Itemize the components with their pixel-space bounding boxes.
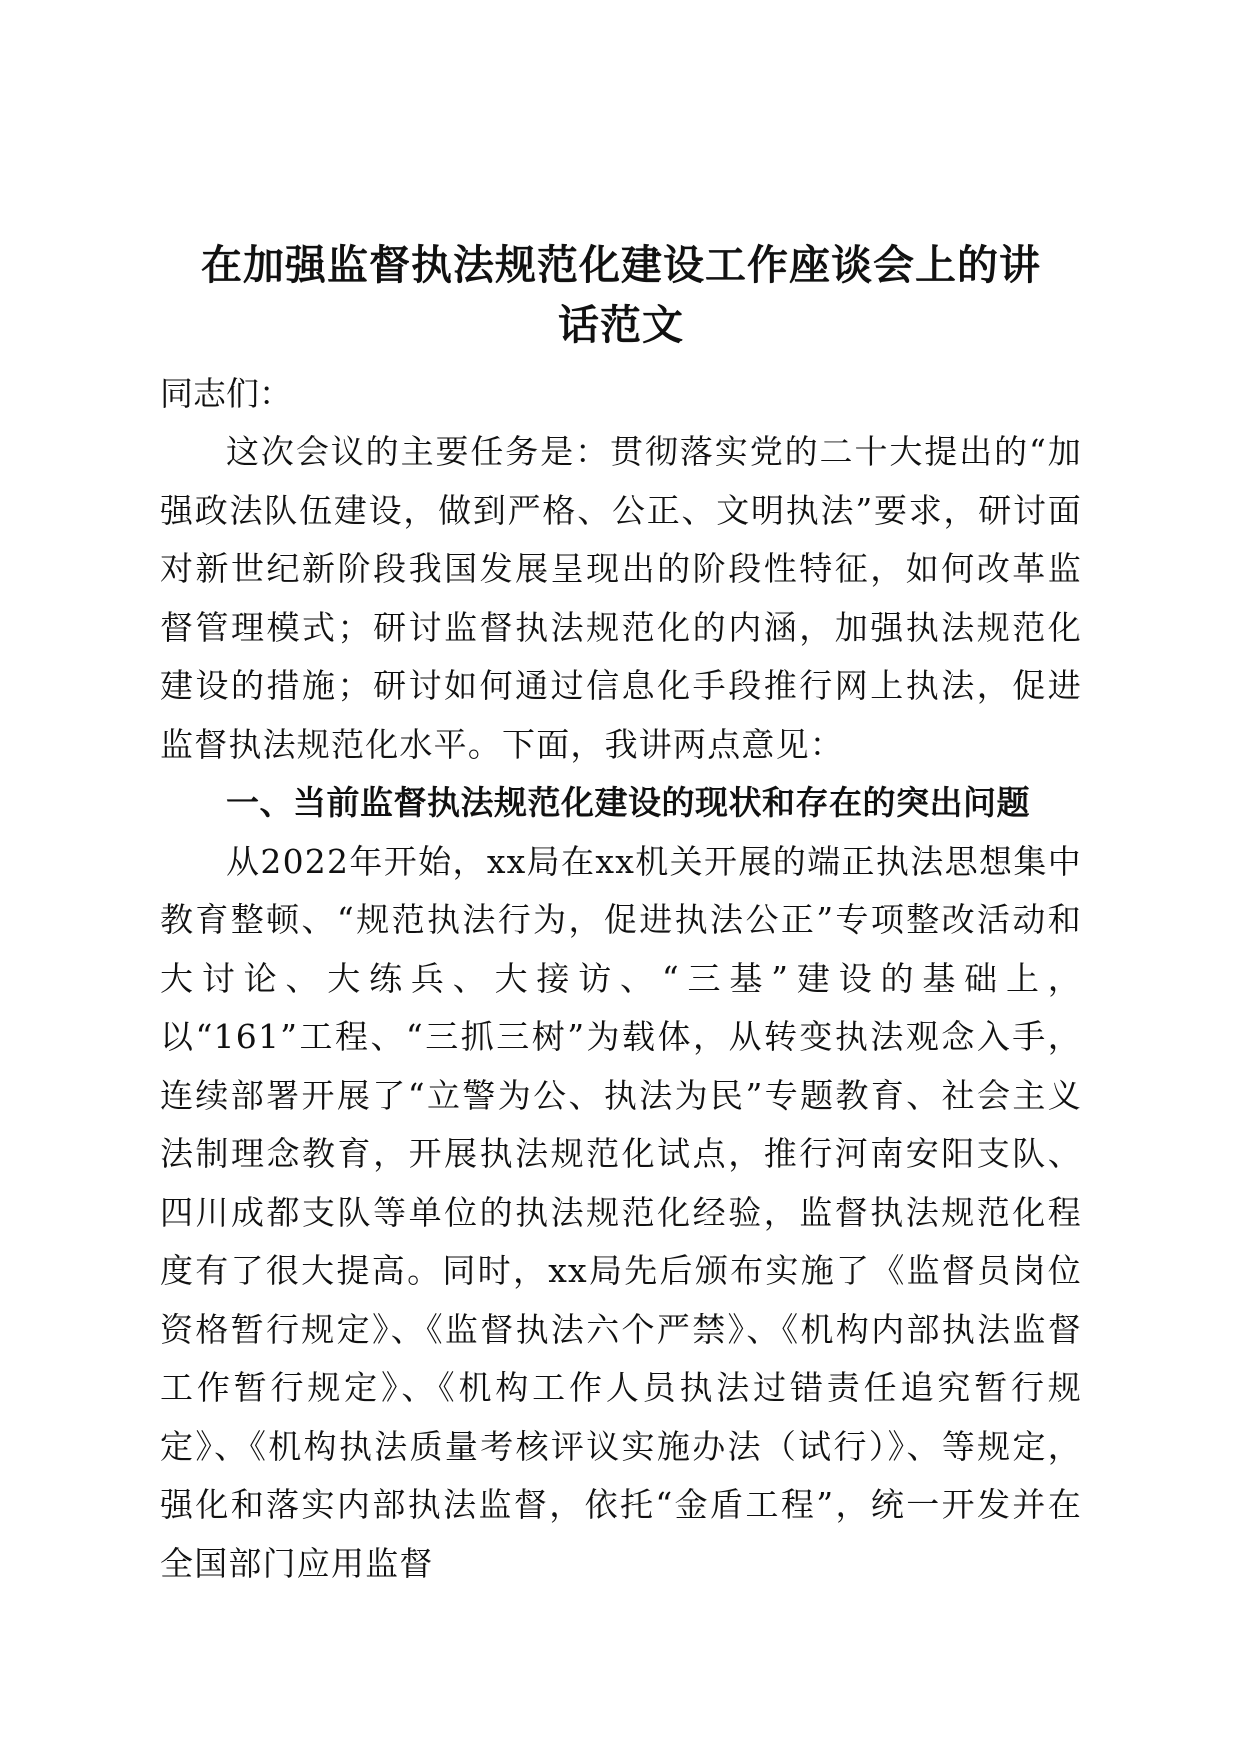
title-line-2: 话范文 [558, 301, 684, 349]
salutation: 同志们： [160, 374, 292, 413]
intro-paragraph: 这次会议的主要任务是：贯彻落实党的二十大提出的“加强政法队伍建设，做到严格、公正、文明执法”要求，研讨面对新世纪新阶段我国发展呈现出的阶段性特征，如何改革监督管理模式；研讨监督执法规范化的内涵，加强执法规范化建设的措施；研讨如何通过信息化手段推行网上执法，促进监督执法规范化水平。下面，我讲两点意见： [160, 432, 1082, 764]
document-page [160, 235, 1082, 1593]
document-title [160, 235, 1082, 355]
title-line-1: 在加强监督执法规范化建设工作座谈会上的讲 [201, 241, 1041, 289]
section-1-paragraph: 从2022年开始，xx局在xx机关开展的端正执法思想集中教育整顿、“规范执法行为，促进执法公正”专项整改活动和大讨论、大练兵、大接访、“三基”建设的基础上，以“161”工程、“三抓三树”为载体，从转变执法观念入手，连续部署开展了“立警为公、执法为民”专题教育、社会主义法制理念教育，开展执法规范化试点，推行河南安阳支队、四川成都支队等单位的执法规范化经验，监督执法规范化程度有了很大提高。同时，xx局先后颁布实施了《监督员岗位资格暂行规定》、《监督执法六个严禁》、《机构内部执法监督工作暂行规定》、《机构工作人员执法过错责任追究暂行规定》、《机构执法质量考核评议实施办法（试行）》、等规定，强化和落实内部执法监督，依托“金盾工程”，统一开发并在全国部门应用监督 [160, 841, 1082, 1583]
section-1-heading: 一、当前监督执法规范化建设的现状和存在的突出问题 [226, 783, 1030, 822]
